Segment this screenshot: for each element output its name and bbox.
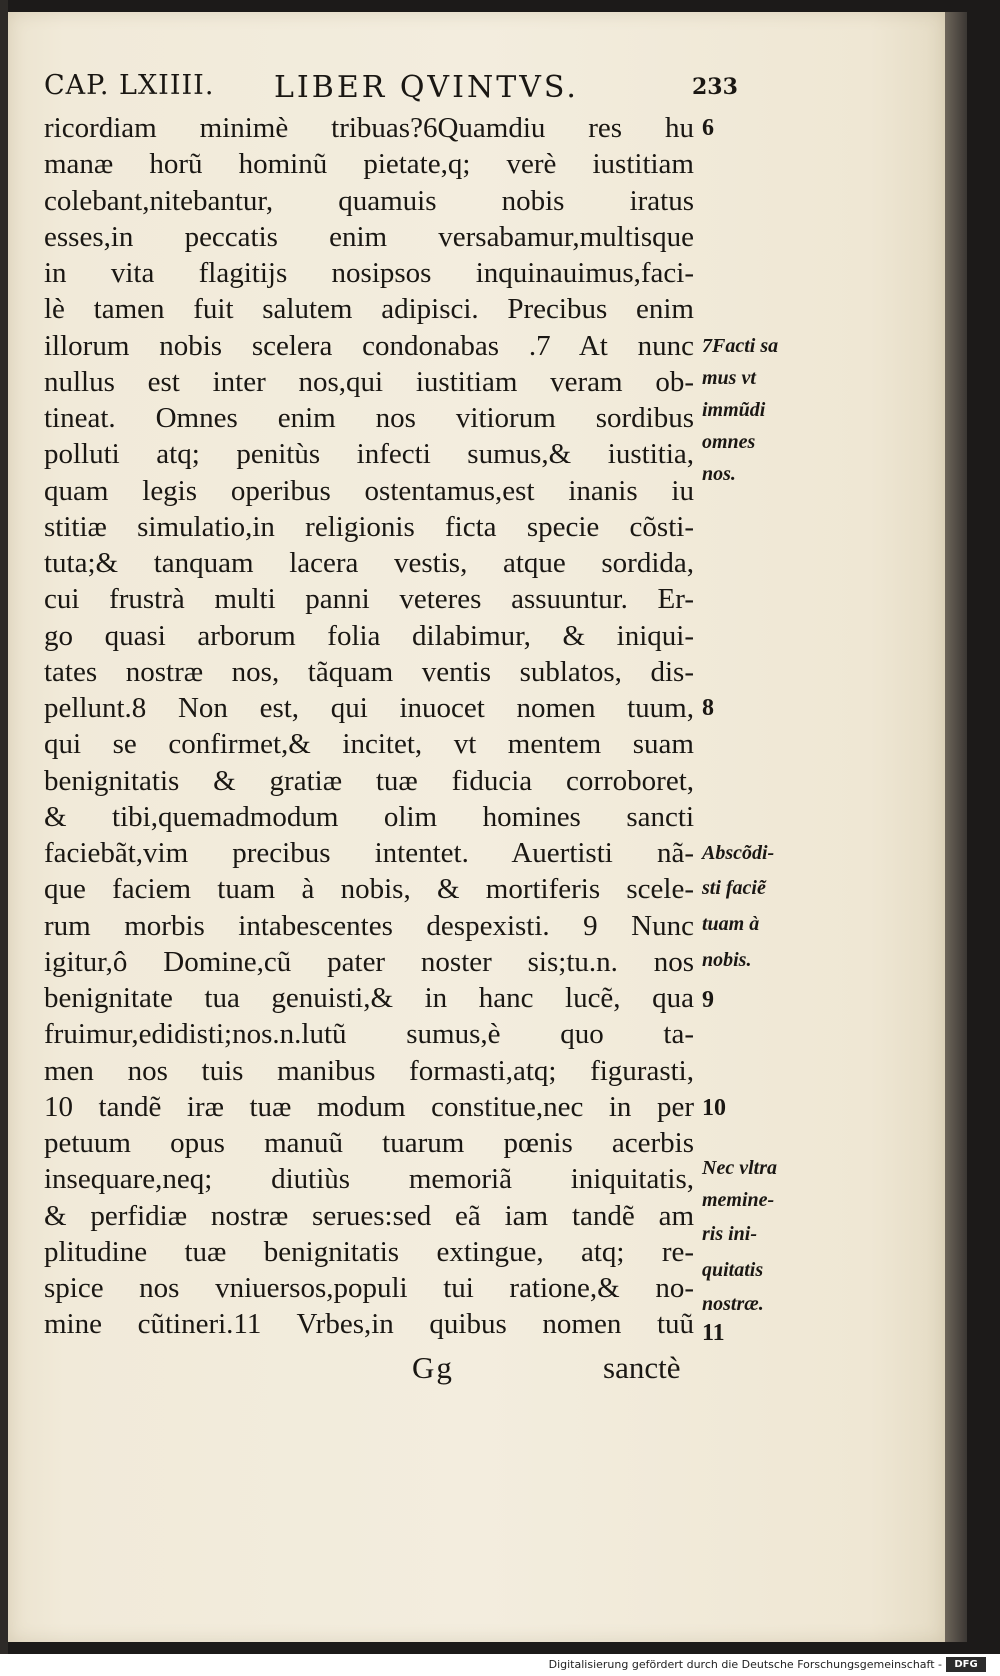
- running-head: [44, 70, 744, 114]
- text-line: esses,in peccatis enim versabamur,multisque: [44, 220, 694, 253]
- dfg-logo: DFG: [946, 1657, 986, 1672]
- text-line: mine cũtineri.11 Vrbes,in quibus nomen tuũ: [44, 1308, 694, 1341]
- text-line: petuum opus manuũ tuarum pœnis acerbis: [44, 1127, 694, 1159]
- margin-note-line: Abscõdi-: [702, 842, 775, 864]
- margin-note-line: memine-: [702, 1189, 775, 1211]
- margin-note-line: Nec vltra: [702, 1157, 777, 1179]
- margin-note-line: quitatis: [702, 1259, 764, 1281]
- margin-note-line: immũdi: [702, 399, 766, 421]
- text-line: tates nostræ nos, tãquam ventis sublatos, dis-: [44, 655, 694, 688]
- footer-credit: Digitalisierung gefördert durch die Deutsche Forschungsgemeinschaft -: [548, 1658, 942, 1671]
- text-line: stitiæ simulatio,in religionis ficta specie cõsti-: [44, 510, 694, 543]
- verse-number-9: 9: [702, 987, 714, 1013]
- text-line: rum morbis intabescentes despexisti. 9 Nunc: [44, 909, 694, 942]
- text-line: qui se confirmet,& incitet, vt mentem suam: [44, 728, 694, 761]
- scan-left-edge: [0, 0, 8, 1654]
- margin-note-line: tuam à: [702, 913, 760, 935]
- text-line: polluti atq; penitùs infecti sumus,& iustitia,: [44, 438, 694, 471]
- running-title: LIBER QVINTVS.: [274, 70, 579, 105]
- margin-note-line: nostræ.: [702, 1293, 764, 1315]
- main-text-block: [44, 110, 694, 1343]
- verse-number-10: 10: [702, 1095, 726, 1121]
- text-line: insequare,neq; diutiùs memoriã iniquitatis,: [44, 1163, 694, 1196]
- text-line: illorum nobis scelera condonabas .7 At nunc: [44, 329, 694, 362]
- text-line: tuta;& tanquam lacera vestis, atque sordida,: [44, 547, 694, 579]
- text-line: go quasi arborum folia dilabimur, & iniqui-: [44, 619, 694, 652]
- text-line: spice nos vniuersos,populi tui ratione,& no-: [44, 1272, 694, 1304]
- text-line: & tibi,quemadmodum olim homines sancti: [44, 800, 694, 833]
- text-line: & perfidiæ nostræ serues:sed eã iam tandẽ am: [44, 1199, 694, 1232]
- margin-note-line: ris ini-: [702, 1223, 758, 1245]
- text-line: manæ horũ hominũ pietate,q; verè iustitiam: [44, 148, 694, 181]
- margin-note-line: 7Facti sa: [702, 335, 779, 357]
- text-line: in vita flagitijs nosipsos inquinauimus,faci-: [44, 257, 694, 289]
- page-fore-edge: [945, 12, 967, 1642]
- margin-note-line: nobis.: [702, 949, 752, 971]
- signature-mark: Gg: [412, 1350, 454, 1385]
- text-line: colebant,nitebantur, quamuis nobis iratus: [44, 184, 694, 217]
- text-line: faciebãt,vim precibus intentet. Auertisti nã-: [44, 837, 694, 869]
- text-line: benignitatis & gratiæ tuæ fiducia corroboret,: [44, 764, 694, 797]
- text-line: cui frustrà multi panni veteres assuuntur. Er-: [44, 583, 694, 616]
- margin-note-line: mus vt: [702, 367, 756, 389]
- text-line: ricordiam minimè tribuas?6Quamdiu res hu: [44, 112, 694, 144]
- margin-note-line: nos.: [702, 463, 736, 485]
- verse-number-6: 6: [702, 115, 714, 141]
- folio-number: 233: [692, 74, 738, 100]
- catchword: sanctè: [603, 1350, 681, 1385]
- text-line: men nos tuis manibus formasti,atq; figurasti,: [44, 1054, 694, 1087]
- text-line: 10 tandẽ iræ tuæ modum constitue,nec in per: [44, 1090, 694, 1123]
- text-line: quam legis operibus ostentamus,est inanis iu: [44, 474, 694, 507]
- text-line: nullus est inter nos,qui iustitiam veram ob-: [44, 365, 694, 398]
- verse-number-8: 8: [702, 695, 714, 721]
- text-line: lè tamen fuit salutem adipisci. Precibus enim: [44, 293, 694, 326]
- text-line: benignitate tua genuisti,& in hanc lucẽ, qua: [44, 982, 694, 1014]
- margin-note-line: sti faciẽ: [702, 877, 766, 899]
- text-line: plitudine tuæ benignitatis extingue, atq; re-: [44, 1235, 694, 1268]
- digitization-footer: [0, 1654, 1000, 1676]
- chapter-heading: CAP. LXIIII.: [44, 70, 215, 101]
- margin-note-line: omnes: [702, 431, 756, 453]
- text-line: igitur,ô Domine,cũ pater noster sis;tu.n. nos: [44, 945, 694, 978]
- text-line: tineat. Omnes enim nos vitiorum sordibus: [44, 402, 694, 434]
- text-line: fruimur,edidisti;nos.n.lutũ sumus,è quo ta-: [44, 1018, 694, 1051]
- text-line: que faciem tuam à nobis, & mortiferis scele-: [44, 873, 694, 906]
- verse-number-11: 11: [702, 1320, 725, 1346]
- text-line: pellunt.8 Non est, qui inuocet nomen tuum,: [44, 692, 694, 724]
